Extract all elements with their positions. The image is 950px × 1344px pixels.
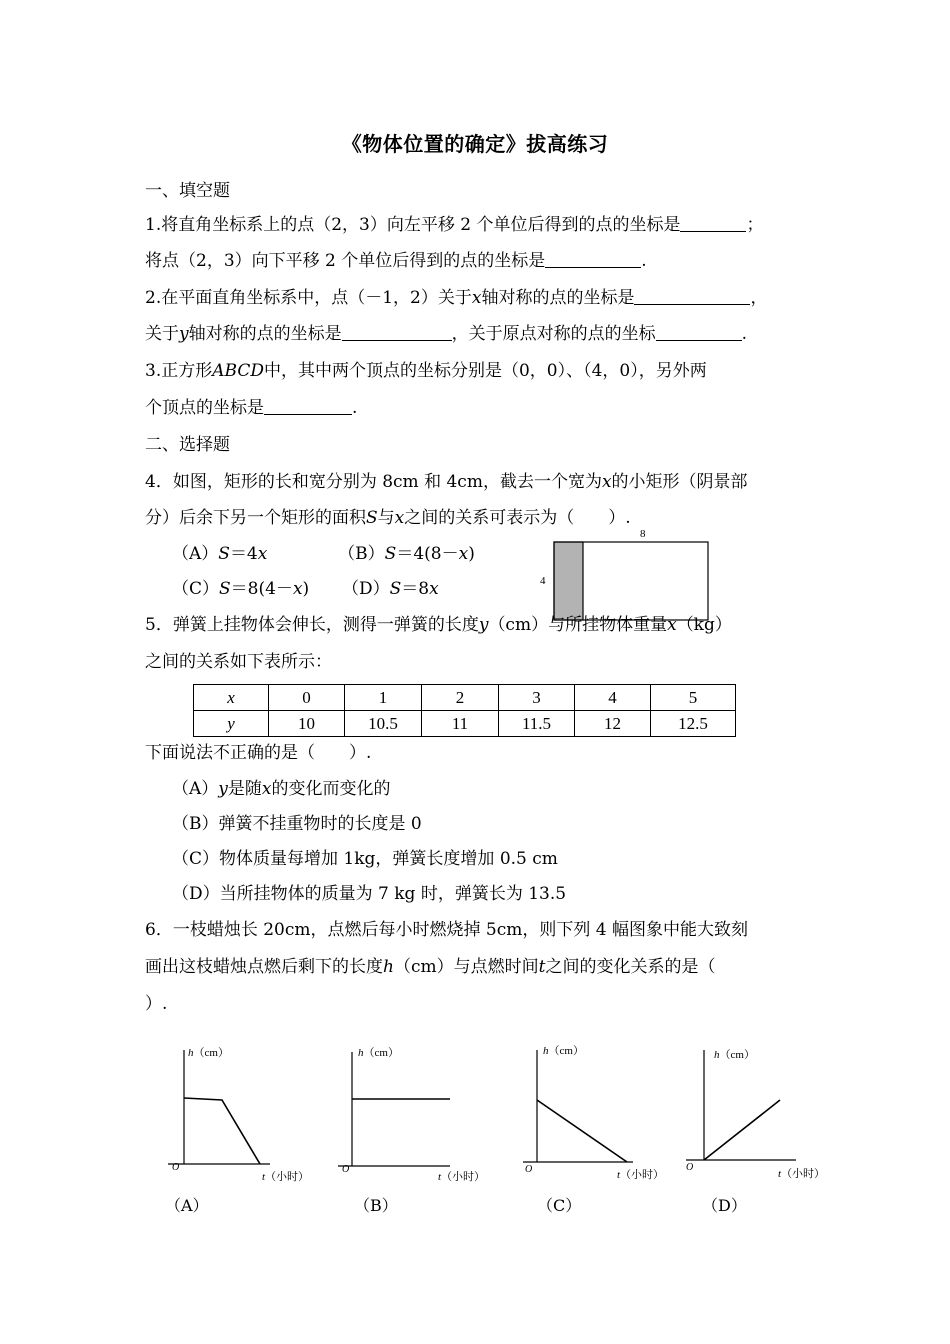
answer-blank[interactable] bbox=[680, 214, 746, 232]
table-cell: 2 bbox=[422, 685, 499, 711]
graph-d bbox=[680, 1040, 840, 1188]
question-3-line-1: 3.正方形ABCD中，其中两个顶点的坐标分别是（0，0）、（4，0），另外两 bbox=[145, 361, 707, 381]
table-cell: 3 bbox=[499, 685, 575, 711]
table-cell: x bbox=[194, 685, 269, 711]
table-cell: 10 bbox=[269, 711, 345, 737]
origin-label: O bbox=[686, 1162, 694, 1173]
answer-blank[interactable] bbox=[545, 250, 641, 268]
table-cell: 5 bbox=[651, 685, 736, 711]
option-c[interactable]: （C）物体质量每增加 1kg，弹簧长度增加 0.5 cm bbox=[172, 849, 558, 869]
option-a[interactable]: （A）y是随x的变化而变化的 bbox=[172, 779, 391, 799]
y-axis-label: h（cm） bbox=[358, 1047, 399, 1059]
question-2-line-2: 关于y轴对称的点的坐标是 ，关于原点对称的点的坐标 . bbox=[145, 324, 748, 344]
option-c[interactable]: （C）S＝8(4－x) bbox=[172, 579, 310, 599]
question-4-options-row-2 bbox=[172, 578, 837, 600]
question-2-line-1: 2.在平面直角坐标系中，点（－1，2）关于x轴对称的点的坐标是 ， bbox=[145, 288, 768, 308]
answer-blank[interactable] bbox=[342, 323, 452, 341]
question-4-line-1: 4．如图，矩形的长和宽分别为 8cm 和 4cm，截去一个宽为x的小矩形（阴景部 bbox=[145, 472, 748, 492]
x-axis-label: t（小时） bbox=[617, 1169, 665, 1181]
y-axis-label: h（cm） bbox=[714, 1049, 755, 1061]
caption-c[interactable]: （C） bbox=[537, 1196, 582, 1215]
shaded-strip bbox=[554, 542, 583, 620]
x-axis-label: t（小时） bbox=[262, 1171, 310, 1183]
answer-blank[interactable] bbox=[634, 287, 750, 305]
graph-line bbox=[704, 1100, 780, 1160]
question-4-line-2: 分）后余下另一个矩形的面积S与x之间的关系可表示为（ ）. bbox=[145, 508, 631, 528]
table-cell: 12.5 bbox=[651, 711, 736, 737]
x-axis-label: t（小时） bbox=[778, 1168, 826, 1180]
graph-line bbox=[184, 1098, 260, 1164]
option-b[interactable]: （B）弹簧不挂重物时的长度是 0 bbox=[172, 814, 422, 834]
origin-label: O bbox=[172, 1162, 180, 1173]
spring-data-table bbox=[193, 684, 736, 737]
section-multiple-choice: 二、选择题 bbox=[145, 435, 230, 455]
graph-line bbox=[537, 1100, 627, 1162]
table-cell: 4 bbox=[575, 685, 651, 711]
question-1-line-2: 将点（2，3）向下平移 2 个单位后得到的点的坐标是 . bbox=[145, 251, 647, 271]
caption-b[interactable]: （B） bbox=[354, 1196, 398, 1215]
question-6-line-3: ）. bbox=[145, 994, 168, 1014]
table-row-x bbox=[194, 685, 736, 711]
origin-label: O bbox=[525, 1164, 533, 1175]
option-d[interactable]: （D）S＝8x bbox=[341, 579, 439, 599]
table-cell: 0 bbox=[269, 685, 345, 711]
table-cell: 11 bbox=[422, 711, 499, 737]
y-axis-label: h（cm） bbox=[188, 1047, 229, 1059]
question-1-line-1: 1.将直角坐标系上的点（2，3）向左平移 2 个单位后得到的点的坐标是 ； bbox=[145, 215, 764, 235]
width-label: 4 bbox=[540, 575, 546, 587]
caption-d[interactable]: （D） bbox=[702, 1196, 747, 1215]
origin-label: O bbox=[342, 1164, 350, 1175]
option-d[interactable]: （D）当所挂物体的质量为 7 kg 时，弹簧长为 13.5 bbox=[172, 884, 567, 904]
question-5-prompt: 下面说法不正确的是（ ）. bbox=[145, 743, 372, 763]
page-title: 《物体位置的确定》拔高练习 bbox=[341, 132, 609, 156]
caption-a[interactable]: （A） bbox=[165, 1196, 209, 1215]
x-axis-label: t（小时） bbox=[438, 1171, 486, 1183]
section-fill-blank: 一、填空题 bbox=[145, 181, 230, 201]
graph-b bbox=[330, 1040, 490, 1188]
table-cell: 11.5 bbox=[499, 711, 575, 737]
question-6-line-2: 画出这枝蜡烛点燃后剩下的长度h（cm）与点燃时间t之间的变化关系的是（ bbox=[145, 957, 716, 977]
graph-c bbox=[515, 1038, 675, 1188]
table-row-y bbox=[194, 711, 736, 737]
answer-blank[interactable] bbox=[264, 397, 352, 415]
question-4-options-row-1 bbox=[172, 543, 837, 565]
question-5-line-2: 之间的关系如下表所示： bbox=[145, 652, 332, 672]
question-6-line-1: 6．一枝蜡烛长 20cm，点燃后每小时燃烧掉 5cm，则下列 4 幅图象中能大致刻 bbox=[145, 920, 748, 940]
option-a[interactable]: （A）S＝4x bbox=[172, 544, 268, 564]
question-5-line-1: 5．弹簧上挂物体会伸长，测得一弹簧的长度y（cm）与所挂物体重量x（kg） bbox=[145, 615, 732, 635]
y-axis-label: h（cm） bbox=[543, 1045, 584, 1057]
answer-blank[interactable] bbox=[656, 323, 742, 341]
question-3-line-2: 个顶点的坐标是 . bbox=[145, 398, 358, 418]
option-b[interactable]: （B）S＝4(8－x) bbox=[338, 544, 475, 564]
table-cell: 10.5 bbox=[345, 711, 422, 737]
length-label: 8 bbox=[640, 528, 646, 540]
table-cell: 1 bbox=[345, 685, 422, 711]
graph-a bbox=[160, 1040, 320, 1188]
table-cell: y bbox=[194, 711, 269, 737]
rectangle-figure bbox=[530, 524, 720, 624]
table-cell: 12 bbox=[575, 711, 651, 737]
